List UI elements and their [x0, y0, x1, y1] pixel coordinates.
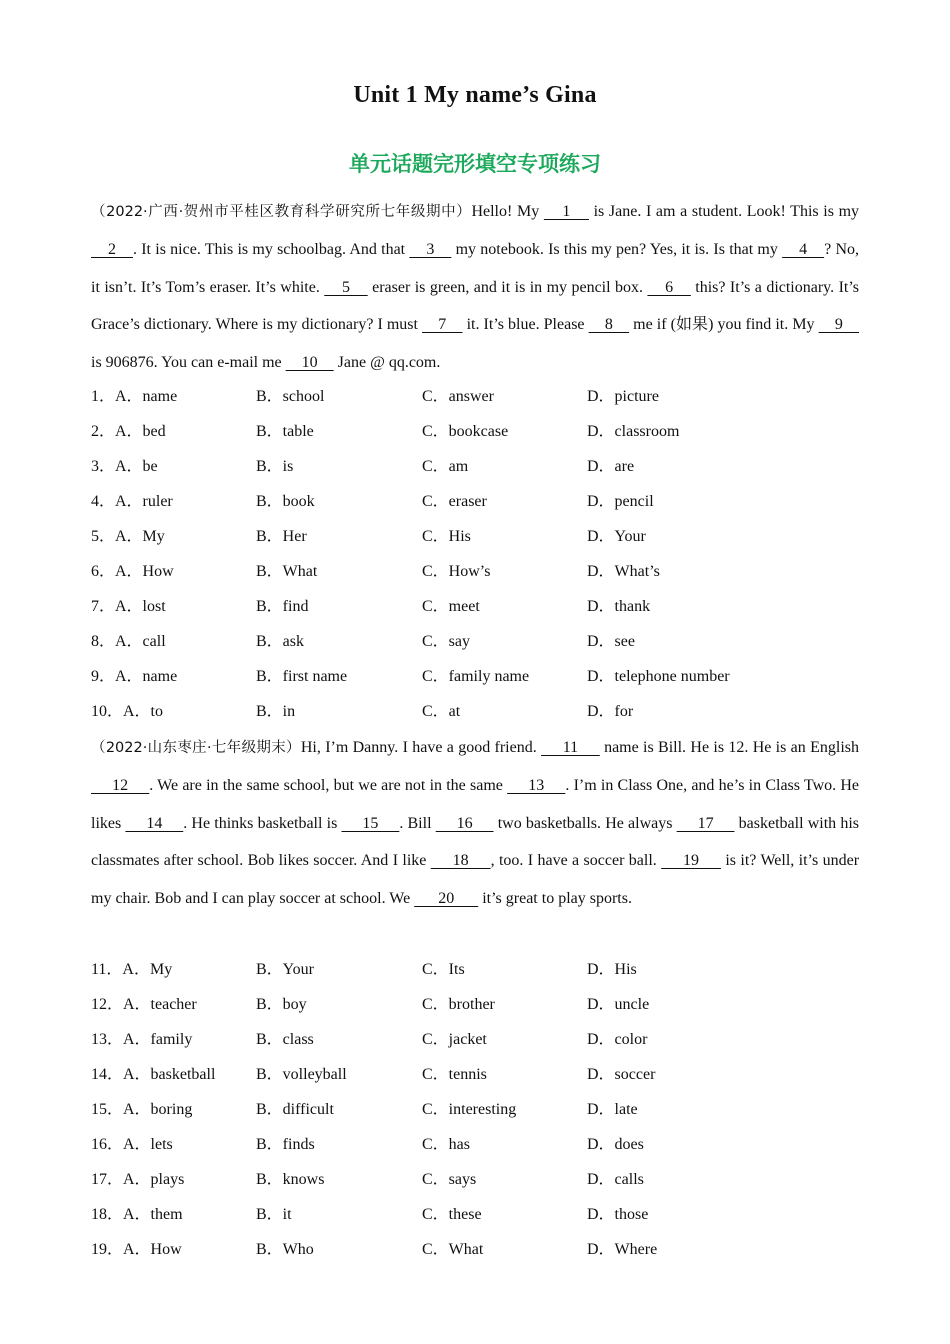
option-b: B．table — [256, 423, 314, 440]
option-a: 6．A．How — [91, 563, 174, 580]
option-c: C．interesting — [422, 1101, 517, 1118]
question-row — [91, 994, 859, 1029]
option-a: 10．A．to — [91, 703, 164, 720]
passage-source: （2022·广西·贺州市平桂区教育科学研究所七年级期中） — [91, 204, 472, 220]
option-a: 5．A．My — [91, 528, 165, 545]
page-subtitle: 单元话题完形填空专项练习 — [349, 152, 601, 176]
blank-5: 5 — [324, 278, 368, 296]
option-b: B．it — [256, 1206, 292, 1223]
option-c: C．says — [422, 1171, 477, 1188]
blank-17: 17 — [676, 814, 735, 832]
option-c: C．eraser — [422, 493, 487, 510]
option-a: 9．A．name — [91, 668, 178, 685]
option-b: B．find — [256, 598, 309, 615]
option-d: D．pencil — [587, 493, 654, 510]
question-row — [91, 526, 859, 561]
option-d: D．classroom — [587, 423, 680, 440]
cloze-passage-1: （2022·广西·贺州市平桂区教育科学研究所七年级期中）Hello! My 1 is Jane. I am a student. Look! This is my 2 . It is nice. This is my schoolbag. And that 3 my notebook. Is this my pen? Yes, it is. Is that my 4 ? No, it isn’t. It’s Tom’s eraser. It’s white. 5 eraser is green, and it is in my pencil box. 6 this? It’s a dictionary. It’s Grace’s dictionary. Where is my dictionary? I must 7 it. It’s blue. Please 8 me if (如果) you find it. My 9 is 906876. You can e-mail me 10 Jane @ qq.com. — [91, 203, 860, 371]
question-row — [91, 561, 859, 596]
option-c: C．has — [422, 1136, 471, 1153]
option-a: 12．A．teacher — [91, 996, 197, 1013]
blank-15: 15 — [341, 814, 400, 832]
blank-1: 1 — [543, 203, 589, 220]
option-a: 2．A．bed — [91, 423, 166, 440]
blank-14: 14 — [125, 814, 184, 832]
blank-16: 16 — [435, 814, 494, 832]
option-d: D．picture — [587, 388, 659, 405]
option-c: C．bookcase — [422, 423, 509, 440]
question-row — [91, 1029, 859, 1064]
option-a: 19．A．How — [91, 1241, 182, 1258]
blank-11: 11 — [541, 739, 600, 756]
option-d: D．telephone number — [587, 668, 730, 685]
option-c: C．jacket — [422, 1031, 487, 1048]
option-d: D．for — [587, 703, 634, 720]
option-b: B．school — [256, 388, 325, 405]
option-c: C．at — [422, 703, 461, 720]
option-d: D．are — [587, 458, 635, 475]
option-a: 7．A．lost — [91, 598, 166, 615]
option-c: C．say — [422, 633, 471, 650]
option-b: B．boy — [256, 996, 307, 1013]
option-d: D．What’s — [587, 563, 660, 580]
option-b: B．Who — [256, 1241, 314, 1258]
option-a: 18．A．them — [91, 1206, 183, 1223]
option-a: 8．A．call — [91, 633, 166, 650]
option-d: D．does — [587, 1136, 644, 1153]
option-b: B．finds — [256, 1136, 315, 1153]
blank-12: 12 — [91, 777, 150, 795]
option-c: C．tennis — [422, 1066, 487, 1083]
question-row — [91, 1169, 859, 1204]
option-c: C．His — [422, 528, 471, 545]
option-c: C．How’s — [422, 563, 491, 580]
question-row — [91, 421, 859, 456]
blank-18: 18 — [430, 852, 491, 870]
option-b: B．ask — [256, 633, 305, 650]
option-b: B．Your — [256, 961, 314, 978]
question-row — [91, 491, 859, 526]
question-options-1 — [91, 386, 859, 736]
question-row — [91, 631, 859, 666]
question-row — [91, 596, 859, 631]
blank-20: 20 — [414, 889, 479, 907]
cloze-passage-2: （2022·山东枣庄·七年级期末）Hi, I’m Danny. I have a good friend. 11 name is Bill. He is 12. He is an English 12 . We are in the same school, but we are not in the same 13 . I’m in Class One, and he’s in Class Two. He likes 14 . He thinks basketball is 15 . Bill 16 two basketballs. He always 17 basketball with his classmates after school. Bob likes soccer. And I like 18 , too. I have a soccer ball. 19 is it? Well, it’s under my chair. Bob and I can play soccer at school. We 20 it’s great to play sports. — [91, 739, 860, 907]
option-d: D．Your — [587, 528, 646, 545]
option-d: D．His — [587, 961, 637, 978]
question-row — [91, 666, 859, 701]
option-a: 3．A．be — [91, 458, 158, 475]
blank-7: 7 — [422, 316, 463, 334]
blank-4: 4 — [782, 241, 825, 259]
option-c: C．answer — [422, 388, 494, 405]
question-row — [91, 1099, 859, 1134]
question-row — [91, 1064, 859, 1099]
option-b: B．book — [256, 493, 315, 510]
option-b: B．Her — [256, 528, 307, 545]
option-b: B．class — [256, 1031, 314, 1048]
option-a: 15．A．boring — [91, 1101, 193, 1118]
blank-2: 2 — [91, 241, 133, 259]
option-c: C．family name — [422, 668, 530, 685]
question-row — [91, 386, 859, 421]
blank-10: 10 — [285, 353, 334, 371]
option-d: D．soccer — [587, 1066, 656, 1083]
blank-8: 8 — [588, 316, 630, 334]
option-a: 1．A．name — [91, 388, 178, 405]
option-d: D．Where — [587, 1241, 658, 1258]
option-d: D．those — [587, 1206, 649, 1223]
passage-source: （2022·山东枣庄·七年级期末） — [91, 740, 301, 756]
option-a: 11．A．My — [91, 961, 173, 978]
question-row — [91, 1239, 859, 1274]
option-d: D．thank — [587, 598, 651, 615]
question-row — [91, 456, 859, 491]
option-d: D．color — [587, 1031, 648, 1048]
page-title: Unit 1 My name’s Gina — [353, 82, 597, 108]
option-a: 17．A．plays — [91, 1171, 185, 1188]
option-d: D．calls — [587, 1171, 644, 1188]
option-c: C．Its — [422, 961, 465, 978]
option-d: D．see — [587, 633, 635, 650]
option-c: C．am — [422, 458, 469, 475]
option-b: B．volleyball — [256, 1066, 347, 1083]
blank-13: 13 — [507, 777, 566, 795]
blank-6: 6 — [647, 278, 691, 296]
option-c: C．brother — [422, 996, 495, 1013]
option-a: 13．A．family — [91, 1031, 193, 1048]
option-c: C．What — [422, 1241, 484, 1258]
option-d: D．late — [587, 1101, 638, 1118]
option-b: B．What — [256, 563, 318, 580]
option-b: B．difficult — [256, 1101, 334, 1118]
option-d: D．uncle — [587, 996, 650, 1013]
option-a: 16．A．lets — [91, 1136, 173, 1153]
option-b: B．first name — [256, 668, 348, 685]
option-a: 14．A．basketball — [91, 1066, 216, 1083]
question-row — [91, 1204, 859, 1239]
blank-3: 3 — [409, 241, 452, 259]
question-row — [91, 1134, 859, 1169]
option-c: C．these — [422, 1206, 482, 1223]
option-b: B．is — [256, 458, 294, 475]
blank-9: 9 — [818, 316, 860, 334]
question-row — [91, 959, 859, 994]
option-c: C．meet — [422, 598, 480, 615]
question-options-2 — [91, 959, 859, 1274]
option-b: B．in — [256, 703, 296, 720]
blank-19: 19 — [661, 852, 721, 870]
option-b: B．knows — [256, 1171, 325, 1188]
option-a: 4．A．ruler — [91, 493, 173, 510]
